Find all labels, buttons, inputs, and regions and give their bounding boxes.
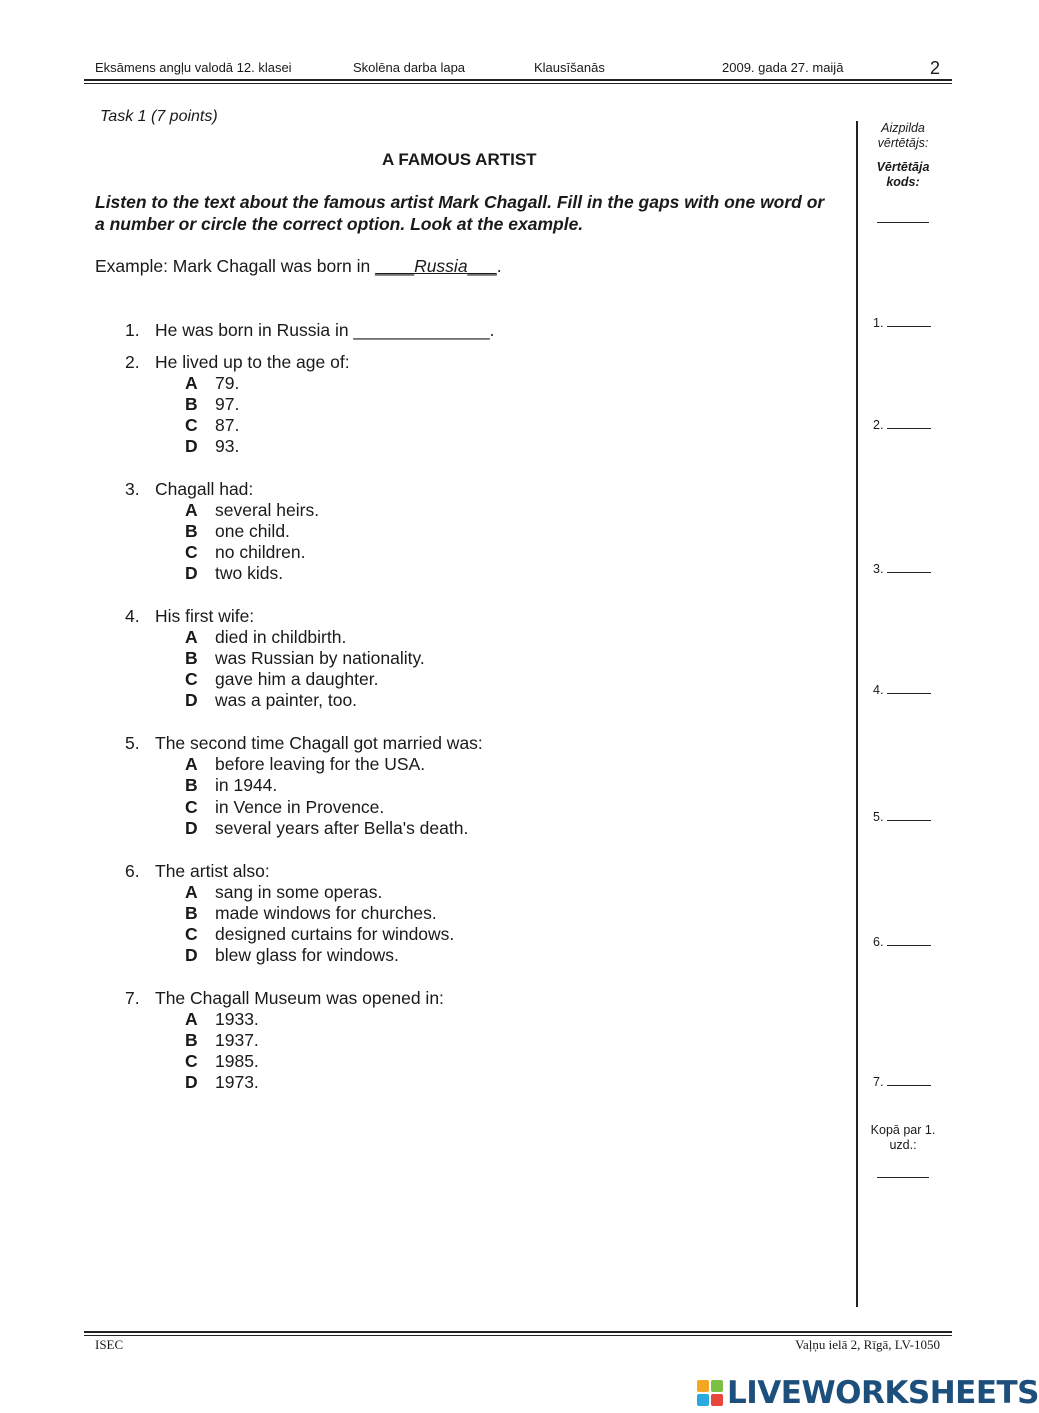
header-divider-thin bbox=[84, 83, 952, 84]
option-text: 93. bbox=[215, 436, 240, 456]
option-3b[interactable] bbox=[185, 521, 290, 542]
option-5d[interactable] bbox=[185, 818, 468, 839]
question-6 bbox=[125, 861, 270, 882]
header-sheet-type: Skolēna darba lapa bbox=[353, 60, 466, 75]
option-text: blew glass for windows. bbox=[215, 945, 399, 965]
question-3-text: Chagall had: bbox=[155, 479, 254, 499]
task-label: Task 1 (7 points) bbox=[100, 108, 218, 125]
option-text: sang in some operas. bbox=[215, 882, 383, 902]
option-7c[interactable] bbox=[185, 1051, 259, 1072]
option-text: several heirs. bbox=[215, 500, 320, 520]
option-text: in Vence in Provence. bbox=[215, 797, 385, 817]
option-letter: A bbox=[185, 627, 198, 647]
question-number: 1. bbox=[125, 320, 140, 340]
score-field-7[interactable] bbox=[873, 1075, 931, 1089]
header-divider bbox=[84, 79, 952, 81]
option-letter: C bbox=[185, 797, 198, 817]
question-4-text: His first wife: bbox=[155, 606, 255, 626]
grader-code-label: Vērtētāja kods: bbox=[876, 160, 930, 189]
question-number: 6. bbox=[125, 861, 140, 881]
question-2 bbox=[125, 352, 350, 373]
question-7-text: The Chagall Museum was opened in: bbox=[155, 988, 444, 1008]
option-text: 1985. bbox=[215, 1051, 259, 1071]
example-suffix: . bbox=[496, 256, 502, 276]
question-number: 2. bbox=[125, 352, 140, 372]
footer-divider bbox=[84, 1331, 952, 1333]
logo-text: LIVEWORKSHEETS bbox=[727, 1375, 1039, 1411]
option-2b[interactable] bbox=[185, 394, 239, 415]
option-text: gave him a daughter. bbox=[215, 669, 379, 689]
footer-address: Vaļņu ielā 2, Rīgā, LV-1050 bbox=[795, 1337, 940, 1352]
grader-code-field[interactable] bbox=[877, 222, 929, 223]
option-letter: D bbox=[185, 1072, 198, 1092]
option-6c[interactable] bbox=[185, 924, 454, 945]
example-answer: Russia bbox=[414, 256, 468, 276]
header-date: 2009. gada 27. maijā bbox=[722, 60, 844, 75]
question-6-text: The artist also: bbox=[155, 861, 270, 881]
page-title: A FAMOUS ARTIST bbox=[382, 150, 537, 169]
option-text: 1933. bbox=[215, 1009, 259, 1029]
question-5-text: The second time Chagall got married was: bbox=[155, 733, 483, 753]
question-2-text: He lived up to the age of: bbox=[155, 352, 350, 372]
option-6d[interactable] bbox=[185, 945, 399, 966]
option-text: 79. bbox=[215, 373, 240, 393]
score-field-3[interactable] bbox=[873, 562, 931, 576]
score-label: 5. bbox=[873, 810, 884, 824]
score-field-2[interactable] bbox=[873, 418, 931, 432]
question-number: 4. bbox=[125, 606, 140, 626]
option-2c[interactable] bbox=[185, 415, 239, 436]
option-letter: C bbox=[185, 669, 198, 689]
option-letter: A bbox=[185, 882, 198, 902]
option-text: 87. bbox=[215, 415, 240, 435]
option-4c[interactable] bbox=[185, 669, 378, 690]
option-6b[interactable] bbox=[185, 903, 437, 924]
option-letter: B bbox=[185, 903, 198, 923]
footer-divider-thin bbox=[84, 1335, 952, 1336]
example-sentence bbox=[95, 256, 502, 277]
example-blank bbox=[375, 256, 497, 277]
option-letter: B bbox=[185, 1030, 198, 1050]
score-field-1[interactable] bbox=[873, 316, 931, 330]
option-text: one child. bbox=[215, 521, 290, 541]
option-6a[interactable] bbox=[185, 882, 382, 903]
option-letter: A bbox=[185, 754, 198, 774]
score-label: 6. bbox=[873, 935, 884, 949]
option-5b[interactable] bbox=[185, 775, 277, 796]
question-number: 5. bbox=[125, 733, 140, 753]
option-2a[interactable] bbox=[185, 373, 239, 394]
option-7a[interactable] bbox=[185, 1009, 259, 1030]
page-number: 2 bbox=[930, 58, 941, 78]
question-1 bbox=[125, 320, 495, 341]
score-field-5[interactable] bbox=[873, 810, 931, 824]
footer-left: ISEC bbox=[95, 1337, 124, 1352]
option-3c[interactable] bbox=[185, 542, 305, 563]
option-text: was Russian by nationality. bbox=[215, 648, 425, 668]
example-blank-after: ___ bbox=[467, 256, 497, 276]
question-1-text[interactable]: He was born in Russia in ______________. bbox=[155, 320, 495, 340]
option-letter: D bbox=[185, 818, 198, 838]
option-text: no children. bbox=[215, 542, 306, 562]
option-letter: B bbox=[185, 394, 198, 414]
option-letter: B bbox=[185, 521, 198, 541]
option-text: designed curtains for windows. bbox=[215, 924, 455, 944]
task-instructions: Listen to the text about the famous artist Mark Chagall. Fill in the gaps with one word or a number or circle the correct option. Look at the example. bbox=[95, 192, 825, 234]
score-field-6[interactable] bbox=[873, 935, 931, 949]
option-letter: C bbox=[185, 1051, 198, 1071]
option-letter: A bbox=[185, 1009, 198, 1029]
question-number: 7. bbox=[125, 988, 140, 1008]
score-label: 3. bbox=[873, 562, 884, 576]
option-letter: B bbox=[185, 775, 198, 795]
score-label: 4. bbox=[873, 683, 884, 697]
logo-icon bbox=[697, 1380, 723, 1406]
option-text: before leaving for the USA. bbox=[215, 754, 426, 774]
example-blank-before: ____ bbox=[375, 256, 415, 276]
option-letter: C bbox=[185, 924, 198, 944]
option-letter: A bbox=[185, 500, 198, 520]
option-text: 1973. bbox=[215, 1072, 259, 1092]
question-4 bbox=[125, 606, 254, 627]
question-number: 3. bbox=[125, 479, 140, 499]
option-4a[interactable] bbox=[185, 627, 346, 648]
example-prefix: Example: Mark Chagall was born in bbox=[95, 256, 376, 276]
option-letter: D bbox=[185, 690, 198, 710]
option-text: made windows for churches. bbox=[215, 903, 437, 923]
score-label: 2. bbox=[873, 418, 884, 432]
option-5a[interactable] bbox=[185, 754, 425, 775]
total-score-field[interactable] bbox=[877, 1177, 929, 1178]
question-7 bbox=[125, 988, 444, 1009]
header-exam-title: Eksāmens angļu valodā 12. klasei bbox=[95, 60, 292, 75]
option-7b[interactable] bbox=[185, 1030, 259, 1051]
header-section: Klausīšanās bbox=[534, 60, 605, 75]
option-letter: D bbox=[185, 563, 198, 583]
option-letter: C bbox=[185, 542, 198, 562]
option-letter: A bbox=[185, 373, 198, 393]
liveworksheets-logo bbox=[697, 1373, 1039, 1413]
grader-column-divider bbox=[856, 121, 858, 1307]
option-text: 1937. bbox=[215, 1030, 259, 1050]
option-text: was a painter, too. bbox=[215, 690, 358, 710]
score-field-4[interactable] bbox=[873, 683, 931, 697]
option-5c[interactable] bbox=[185, 797, 384, 818]
option-letter: C bbox=[185, 415, 198, 435]
grader-heading: Aizpilda vērtētājs: bbox=[877, 121, 929, 150]
score-label: 1. bbox=[873, 316, 884, 330]
option-4b[interactable] bbox=[185, 648, 425, 669]
option-3a[interactable] bbox=[185, 500, 319, 521]
option-7d[interactable] bbox=[185, 1072, 259, 1093]
total-score-label: Kopā par 1. uzd.: bbox=[870, 1123, 936, 1152]
option-3d[interactable] bbox=[185, 563, 283, 584]
option-text: several years after Bella's death. bbox=[215, 818, 469, 838]
question-5 bbox=[125, 733, 483, 754]
option-letter: D bbox=[185, 436, 198, 456]
option-text: in 1944. bbox=[215, 775, 278, 795]
option-text: two kids. bbox=[215, 563, 284, 583]
score-label: 7. bbox=[873, 1075, 884, 1089]
option-text: died in childbirth. bbox=[215, 627, 347, 647]
question-3 bbox=[125, 479, 253, 500]
option-letter: D bbox=[185, 945, 198, 965]
option-4d[interactable] bbox=[185, 690, 357, 711]
option-2d[interactable] bbox=[185, 436, 239, 457]
option-text: 97. bbox=[215, 394, 240, 414]
option-letter: B bbox=[185, 648, 198, 668]
